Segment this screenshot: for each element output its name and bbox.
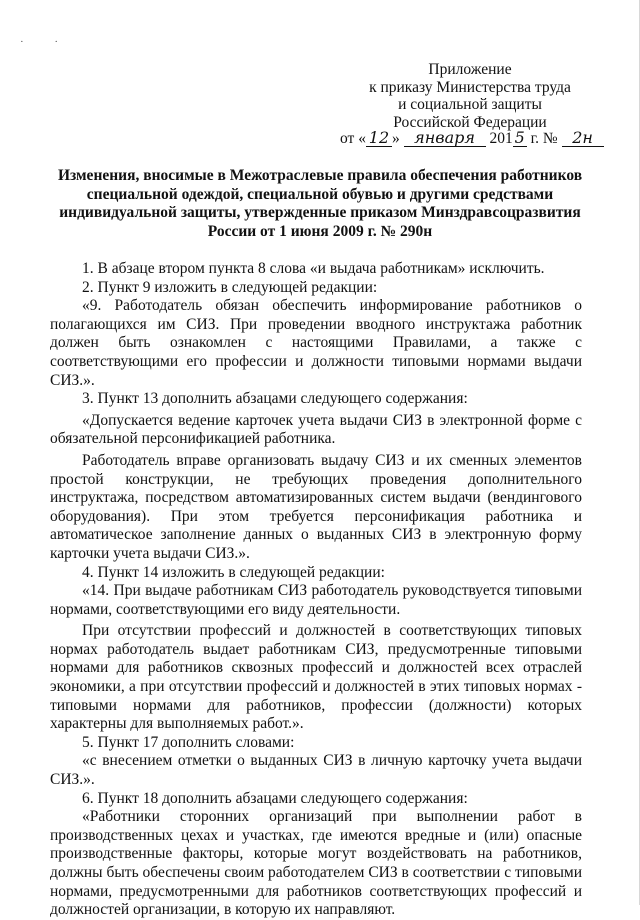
document-body (50, 260, 582, 920)
order-date-number (340, 130, 610, 148)
title-line-4: России от 1 июня 2009 г. № 290н (207, 222, 433, 240)
appendix-line-2: к приказу Министерства труда (369, 78, 571, 96)
title-line-2: специальной одеждой, специальной обувью и другими средствами (86, 185, 554, 203)
paragraph-10: 5. Пункт 17 дополнить словами: (82, 733, 295, 751)
title-line-1: Изменения, вносимые в Межотраслевые правила обеспечения работников (57, 167, 583, 184)
paragraph-6: Работодатель вправе организовать выдачу СИЗ и их сменных элементов простой конструкции, не требующих проведения дополнительного инструктажа, посредством автоматизированных систем выдачи (вендингового оборудования). При этом требуется персонификация работника и автоматическое заполнение данных о выданных СИЗ в электронную форму карточки учета выдачи СИЗ.». (50, 451, 582, 562)
order-year-prefix: 201 (489, 130, 513, 147)
order-quote-close: » (391, 130, 400, 147)
paragraph-5: «Допускается ведение карточек учета выдачи СИЗ в электронной форме с обязательной персонификацией работника. (50, 411, 582, 448)
paragraph-2: 2. Пункт 9 изложить в следующей редакции: (82, 278, 378, 296)
paragraph-12: 6. Пункт 18 дополнить абзацами следующего содержания: (82, 789, 468, 807)
appendix-line-1: Приложение (428, 61, 512, 78)
paragraph-3: «9. Работодатель обязан обеспечить информирование работников о полагающихся им СИЗ. При проведении вводного инструктажа работник должен быть ознакомлен с настоящими Правилами, а также с соответствующими его профессии и должности типовыми нормами выдачи СИЗ.». (50, 297, 582, 389)
order-number-handwritten: 2н (562, 130, 604, 147)
scan-specks: · · (20, 36, 73, 48)
paragraph-1: 1. В абзаце втором пункта 8 слова «и выдача работникам» исключить. (82, 260, 545, 277)
order-prefix: от « (340, 130, 366, 147)
order-year-handwritten: 5 (514, 128, 525, 147)
appendix-header (340, 61, 600, 131)
paragraph-4: 3. Пункт 13 дополнить абзацами следующего содержания: (82, 390, 468, 408)
paragraph-11: «с внесением отметки о выданных СИЗ в личную карточку учета выдачи СИЗ.». (50, 752, 582, 789)
paragraph-8: «14. При выдаче работникам СИЗ работодатель руководствуется типовыми нормами, соответствующими его виду деятельности. (50, 582, 582, 618)
title-line-3: индивидуальной защиты, утвержденные приказом Минздравсоцразвития (59, 204, 581, 221)
paragraph-7: 4. Пункт 14 изложить в следующей редакции: (82, 563, 385, 581)
paragraph-9: При отсутствии профессий и должностей в соответствующих типовых нормах работодатель выдает работникам СИЗ, предусмотренные типовыми нормами для работников сквозных профессий и должностей всех отраслей экономики, а при отсутствии профессий и должностей в этих типовых нормах - типовыми нормами для работников, профессии (должности) которых характерны для выполняемых работ.». (50, 622, 582, 733)
order-day-handwritten: 12 (366, 130, 392, 147)
document-title (55, 167, 585, 241)
appendix-line-3: и социальной защиты (398, 96, 542, 113)
order-month-handwritten: января (404, 130, 486, 147)
appendix-line-4: Российской Федерации (393, 113, 547, 131)
order-year-suffix: г. № (530, 130, 558, 147)
paragraph-13: «Работники сторонних организаций при выполнении работ в производственных цехах и участках, где имеются вредные и (или) опасные производственные факторы, которые могут воздействовать на работников, должны быть обеспечены своим работодателем СИЗ в соответствии с типовыми нормами, предусмотренными для работников соответствующих профессий и должностей организации, в которую их направляют. (50, 808, 582, 919)
